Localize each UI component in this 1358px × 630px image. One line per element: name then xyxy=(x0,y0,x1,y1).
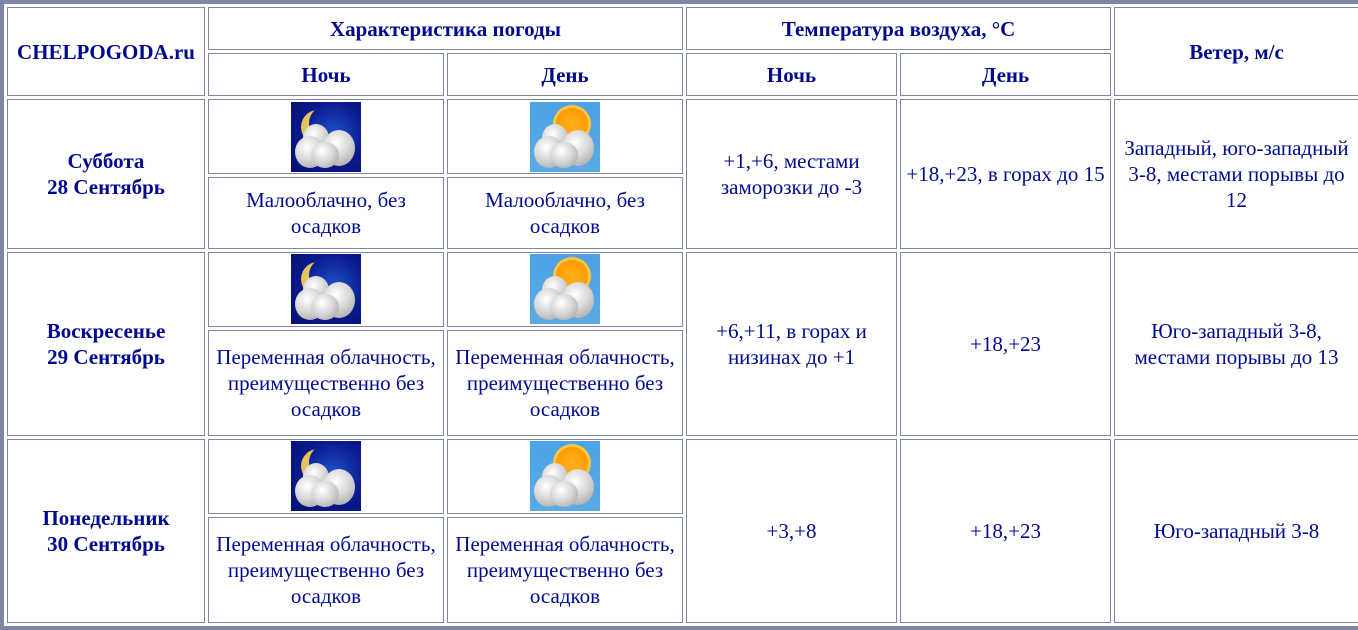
wind-value: Юго-западный 3-8, местами порывы до 13 xyxy=(1114,252,1358,436)
forecast-row xyxy=(7,252,1358,327)
day-description: Малооблачно, без осадков xyxy=(447,177,683,249)
moon-cloud-icon xyxy=(291,254,361,324)
night-description: Переменная облачность, преимущественно без осадков xyxy=(208,517,444,623)
wind-header: Ветер, м/с xyxy=(1114,7,1358,96)
wind-value: Юго-западный 3-8 xyxy=(1114,439,1358,623)
temp-night: +1,+6, местами заморозки до -3 xyxy=(686,99,897,249)
date-cell xyxy=(7,99,205,249)
weekday: Понедельник xyxy=(42,505,170,530)
temp-day: +18,+23 xyxy=(900,252,1111,436)
temp-day-header: День xyxy=(900,53,1111,96)
weekday: Воскресенье xyxy=(46,318,166,343)
moon-cloud-icon xyxy=(291,102,361,172)
date: 29 Сентябрь xyxy=(47,344,165,369)
day-icon-cell xyxy=(447,99,683,174)
night-icon-cell xyxy=(208,99,444,174)
moon-cloud-icon xyxy=(291,441,361,511)
date: 30 Сентябрь xyxy=(47,531,165,556)
forecast-row xyxy=(7,99,1358,174)
night-icon-cell xyxy=(208,439,444,514)
day-description: Переменная облачность, преимущественно без осадков xyxy=(447,330,683,436)
weekday: Суббота xyxy=(67,148,145,173)
sun-cloud-icon xyxy=(530,254,600,324)
day-description: Переменная облачность, преимущественно без осадков xyxy=(447,517,683,623)
night-description: Малооблачно, без осадков xyxy=(208,177,444,249)
sun-cloud-icon xyxy=(530,102,600,172)
temperature-group-header: Температура воздуха, °C xyxy=(686,7,1111,50)
weather-night-header: Ночь xyxy=(208,53,444,96)
temp-day: +18,+23 xyxy=(900,439,1111,623)
night-description: Переменная облачность, преимущественно без осадков xyxy=(208,330,444,436)
weather-group-header: Характеристика погоды xyxy=(208,7,683,50)
temp-day: +18,+23, в горах до 15 xyxy=(900,99,1111,249)
weather-day-header: День xyxy=(447,53,683,96)
day-icon-cell xyxy=(447,252,683,327)
day-icon-cell xyxy=(447,439,683,514)
forecast-row xyxy=(7,439,1358,514)
sun-cloud-icon xyxy=(530,441,600,511)
date: 28 Сентябрь xyxy=(47,174,165,199)
date-cell xyxy=(7,252,205,436)
temp-night-header: Ночь xyxy=(686,53,897,96)
temp-night: +3,+8 xyxy=(686,439,897,623)
night-icon-cell xyxy=(208,252,444,327)
temp-night: +6,+11, в горах и низинах до +1 xyxy=(686,252,897,436)
date-cell xyxy=(7,439,205,623)
wind-value: Западный, юго-западный 3-8, местами порывы до 12 xyxy=(1114,99,1358,249)
site-name: CHELPOGODA.ru xyxy=(7,7,205,96)
